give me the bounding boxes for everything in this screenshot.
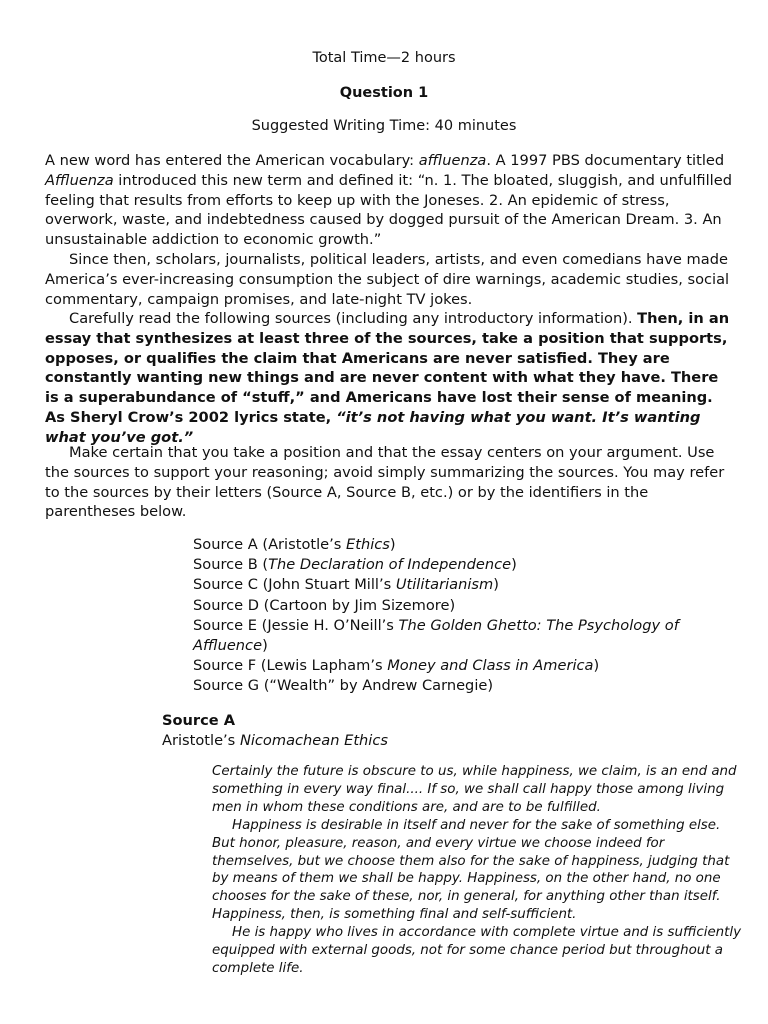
source-list-item: Source E (Jessie H. O’Neill’s The Golden Ghetto: The Psychology of Affluence) [193, 616, 679, 655]
question-heading: Question 1 [339, 85, 429, 101]
intro-term: affluenza [418, 152, 487, 169]
suggested-time-heading: Suggested Writing Time: 40 minutes [251, 118, 517, 134]
context-text: Since then, scholars, journalists, political leaders, artists, and even comedians have made America’s ever-increasing consumption the subject of dire warnings, academic studies, social commentary, campaign promises, and late-night TV jokes. [45, 251, 730, 308]
source-a-work: Nicomachean Ethics [239, 732, 388, 749]
intro-paragraph [45, 151, 735, 250]
source-list-item: Source C (John Stuart Mill’s Utilitarianism) [193, 576, 499, 594]
quote-paragraph: He is happy who lives in accordance with complete virtue and is sufficiently equipped with external goods, not for some chance period but throughout a complete life. [212, 925, 742, 976]
source-list-item: Source D (Cartoon by Jim Sizemore) [193, 596, 456, 614]
quote-paragraph: Certainly the future is obscure to us, while happiness, we claim, is an end and something in every way final.... If so, we shall call happy those among living men in whom these conditions are, and are to be fulfilled. [212, 764, 737, 815]
prompt-text-bold: Then, in an essay that synthesizes at least three of the sources, take a position that supports, opposes, or qualifies the claim that Americans are never satisfied. They are constantly wanting new things and are never content with what they have. There is a superabundance of “stuff,” and Americans have lost their sense of meaning. As Sheryl Crow’s 2002 lyrics state, [45, 310, 730, 426]
source-a-author: Aristotle’s [162, 732, 240, 749]
intro-documentary-title: Affluenza [45, 171, 114, 189]
source-list-item: Source B (The Declaration of Independence) [193, 556, 517, 574]
source-a-citation [162, 732, 388, 749]
source-a-quote [212, 763, 742, 978]
prompt-paragraph [45, 309, 735, 448]
instructions-paragraph [45, 443, 735, 522]
context-paragraph [45, 250, 735, 309]
intro-text-a: A new word has entered the American vocabulary: [45, 152, 419, 169]
intro-text-e: introduced this new term and defined it: “n. 1. The bloated, sluggish, and unfulfilled feeling that results from efforts to keep up with the Joneses. 2. An epidemic of stress, overwork, waste, and indebtedness caused by dogged pursuit of the American Dream. 3. An unsustainable addiction to economic growth.” [45, 171, 732, 249]
total-time-heading: Total Time—2 hours [312, 50, 456, 66]
source-a-heading: Source A [162, 712, 236, 729]
sources-list [193, 535, 738, 697]
source-list-item: Source A (Aristotle’s Ethics) [193, 536, 396, 553]
quote-paragraph: Happiness is desirable in itself and never for the sake of something else. But honor, pleasure, reason, and every virtue we choose indeed for themselves, but we choose them also for the sake of happiness, judging that by means of them we shall be happy. Happiness, on the other hand, no one chooses for the sake of these, nor, in general, for anything other than itself. Happiness, then, is something final and self-sufficient. [212, 817, 730, 923]
source-list-item: Source F (Lewis Lapham’s Money and Class in America) [193, 657, 600, 675]
intro-text-c: . A 1997 PBS documentary titled [486, 152, 725, 169]
prompt-lyrics-quote: “it’s not having what you want. It’s wanting what you’ve got.” [45, 408, 701, 446]
source-list-item: Source G (“Wealth” by Andrew Carnegie) [193, 677, 494, 695]
instructions-text: Make certain that you take a position and that the essay centers on your argument. Use the sources to support your reasoning; avoid simply summarizing the sources. You may refer to the sources by their letters (Source A, Source B, etc.) or by the identifiers in the parentheses below. [45, 444, 725, 521]
prompt-text-a: Carefully read the following sources (including any introductory information). [69, 310, 638, 327]
